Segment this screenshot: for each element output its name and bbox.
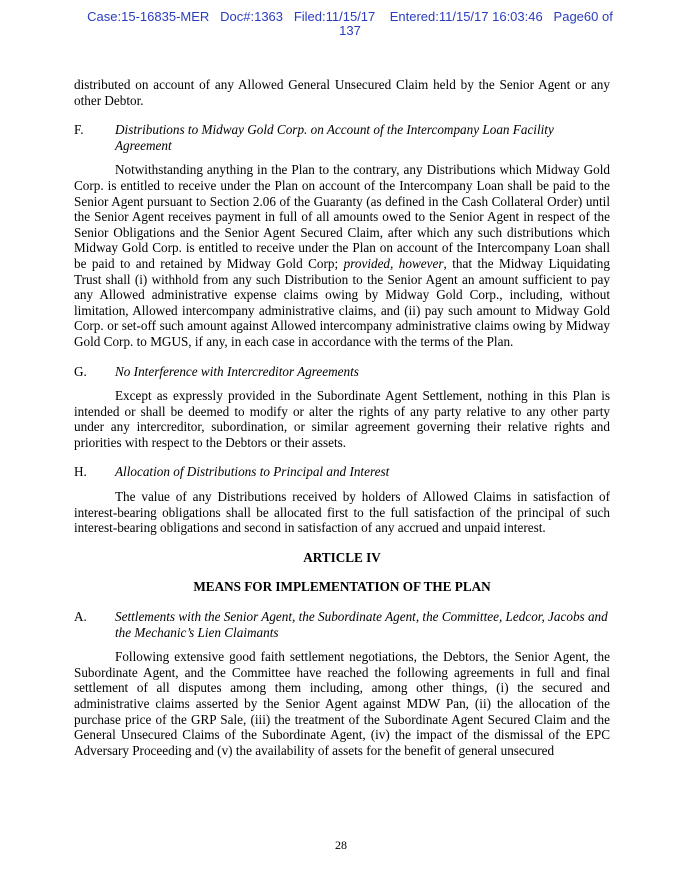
section-h-heading xyxy=(74,464,610,480)
section-f-paragraph xyxy=(74,162,610,349)
article-title: MEANS FOR IMPLEMENTATION OF THE PLAN xyxy=(193,579,491,595)
section-f-letter: F. xyxy=(74,122,84,138)
section-f-heading xyxy=(74,122,610,153)
section-f-proviso: provided, however xyxy=(343,255,444,271)
page-number: 28 xyxy=(335,838,347,852)
section-a-letter: A. xyxy=(74,609,87,625)
section-h-letter: H. xyxy=(74,464,87,480)
section-h-paragraph: The value of any Distributions received by holders of Allowed Claims in satisfaction of interest-bearing obligations shall be allocated first to the full satisfaction of the principal of such interest-bearing obligations and second in satisfaction of any accrued and unpaid interest. xyxy=(74,489,610,536)
filing-header-line-2: 137 xyxy=(339,23,361,38)
section-f-text-part-1: Notwithstanding anything in the Plan to the contrary, any Distributions which Midway Gold Corp. is entitled to receive under the Plan on account of the Intercompany Loan shall be paid to the Senior Agent pursuant to Section 2.06 of the Guaranty (as defined in the Cash Collateral Order) until the Senior Agent receives payment in full of all amounts owed to the Senior Agent in respect of the Senior Obligations and the Senior Agent Secured Claim, after which any such distributions which Midway Gold Corp. is entitled to receive under the Plan on account of the Intercompany Loan shall be paid to and retained by Midway Gold Corp; xyxy=(74,162,610,271)
section-g-paragraph: Except as expressly provided in the Subordinate Agent Settlement, nothing in this Plan is intended or shall be deemed to modify or alter the rights of any party relative to any other party under any intercreditor, subordination, or similar agreement governing their relative rights and priorities with respect to the Debtors or their assets. xyxy=(74,388,610,450)
article-number: ARTICLE IV xyxy=(303,549,381,565)
section-f-text-part-2: , that the Midway Liquidating Trust shall (i) withhold from any such Distribution to the Senior Agent an amount sufficient to pay any Allowed administrative expense claims owing by Midway Gold Corp., including, without limitation, Allowed intercompany administrative claims, and (ii) pay such amount to Midway Gold Corp. or set-off such amount against Allowed intercompany administrative claims owing by Midway Gold Corp. to MGUS, if any, in each case in accordance with the terms of the Plan. xyxy=(74,255,610,349)
section-h-title: Allocation of Distributions to Principal and Interest xyxy=(115,464,390,480)
section-g-title: No Interference with Intercreditor Agreements xyxy=(115,363,359,379)
court-filing-header xyxy=(0,10,682,38)
section-a-heading xyxy=(74,609,610,640)
section-g-heading xyxy=(74,364,610,380)
filing-header-line-1: Case:15-16835-MER Doc#:1363 Filed:11/15/17 Entered:11/15/17 16:03:46 Page60 of xyxy=(87,9,613,24)
section-a-title: Settlements with the Senior Agent, the Subordinate Agent, the Committee, Ledcor, Jacobs and the Mechanic’s Lien Claimants xyxy=(115,609,608,640)
intro-paragraph: distributed on account of any Allowed General Unsecured Claim held by the Senior Agent or any other Debtor. xyxy=(74,77,610,108)
section-a-paragraph: Following extensive good faith settlement negotiations, the Debtors, the Senior Agent, the Subordinate Agent, and the Committee have reached the following agreements in full and final settlement of all disputes among them including, among other things, (i) the secured and administrative claims asserted by the Senior Agent against MDW Pan, (ii) the allocation of the purchase price of the GRP Sale, (iii) the treatment of the Subordinate Agent Secured Claim and the General Unsecured Claims of the Subordinate Agent, (iv) the impact of the dismissal of the EPC Adversary Proceeding and (v) the availability of assets for the benefit of general unsecured xyxy=(74,649,610,758)
document-body xyxy=(74,77,610,758)
section-g-letter: G. xyxy=(74,363,87,379)
section-f-title: Distributions to Midway Gold Corp. on Account of the Intercompany Loan Facility Agreement xyxy=(115,122,554,153)
